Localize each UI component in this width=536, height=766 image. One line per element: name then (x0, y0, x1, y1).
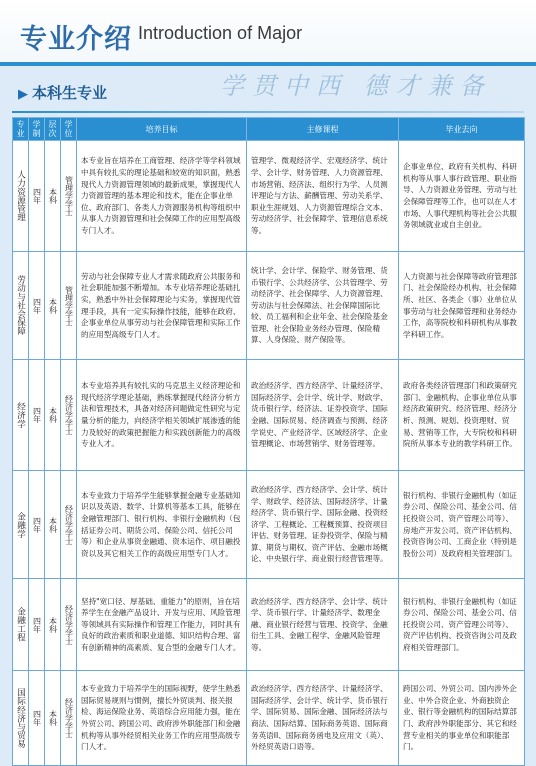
training-goal: 本专业旨在培养在工商管理、经济学等学科领域中具有较扎实的理论基础和较宽的知识面，熟悉现代人力资源管理领域的最新成果，掌握现代人力资源管理的基本理论和技术，能在企事业单位、政府部门、各类人力资源服务机构等组织中从事人力资源管理和社会保障工作的应用型高级专门人才。 (77, 141, 247, 252)
table-row (13, 579, 525, 671)
majors-table (12, 117, 525, 766)
major-name: 人力资源管理 (13, 141, 29, 252)
table-row (13, 671, 525, 766)
page-title-english: Introduction of Major (138, 23, 303, 43)
degree: 经济学学士 (61, 671, 77, 766)
level: 本科 (45, 579, 61, 671)
training-goal: 本专业培养具有较扎实的马克思主义经济理论和现代经济学理论基础，熟练掌握现代经济分析方法和管理技术，具备对经济问题做定性研究与定量分析的能力，向经济学相关领域扩展渗透的能力及较好的政策把握能力和实践创新能力的高级专业人才。 (77, 360, 247, 471)
career-path: 跨国公司、外贸公司、国内涉外企业、中外合资企业、外商独资企业、银行等金融机构的国际结算部门、政府涉外职能部分、其它和经营专业相关的事业单位和职能部门。 (399, 671, 525, 766)
col-header-courses: 主修课程 (247, 118, 399, 141)
duration: 四年 (29, 671, 45, 766)
degree: 管理学学士 (61, 252, 77, 360)
section-title-text: 本科生专业 (32, 84, 108, 102)
duration: 四年 (29, 252, 45, 360)
col-header-career: 毕业去向 (399, 118, 525, 141)
page-title: 专业介绍 (20, 24, 132, 55)
main-courses: 统计学、会计学、保险学、财务管理、货币银行学、公共经济学、公共管理学、劳动经济学、社会保障学、人力资源管理、劳动法与社会保障法、社会保障国际比较、员工福利和企业年金、社会保险基金管理、社会保险业务经办管理、保险精算、人身保险、财产保险等。 (247, 252, 399, 360)
main-courses: 政治经济学、西方经济学、计量经济学、国际经济学、会计学、统计学、货币银行学、国际贸易、国际金融、国际经济法与商法、国际结算、国际商务英语、国际商务英语II、国际商务函电及应用文（英）、外经贸英语口语等。 (247, 671, 399, 766)
table-row (13, 471, 525, 579)
section-title (18, 82, 107, 103)
training-goal: 坚持"宽口径、厚基础、重能力"的原则，旨在培养学生在金融产品设计、开发与应用、风险管理等领域具有实际操作和管理工作能力，同时具有良好的政治素质和职业道德、知识结构合理、富有创新精神的高素质、复合型的金融专门人才。 (77, 579, 247, 671)
career-path: 人力资源与社会保障等政府管理部门、社会保险经办机构、社会保障所、社区、各类企（事）业单位从事劳动与社会保障管理和业务经办工作，高等院校和科研机构从事教学科研工作。 (399, 252, 525, 360)
col-header-duration: 学制 (29, 118, 45, 141)
main-courses: 政治经济学、西方经济学、会计学、统计学、财政学、经济法、国际经济学、计量经济学、货币银行学、国际金融、投资经济学、工程概论、工程概预算、投资项目评估、财务管理、证券投资学、保险与精算、期货与期权、资产评估、金融市场概论、中央银行学、商业银行经营管理等。 (247, 471, 399, 579)
duration: 四年 (29, 579, 45, 671)
table-row (13, 360, 525, 471)
career-path: 银行机构、非银行金融机构（如证券公司、保险公司、基金公司、信托投资公司、资产管理公司等）、资产评估机构、投资咨询公司及政府相关管理部门。 (399, 579, 525, 671)
main-courses: 管理学、微观经济学、宏观经济学、统计学、会计学、财务管理、人力资源管理、市场营销、经济法、组织行为学、人员测评理论与方法、薪酬管理、劳动关系学、职业生涯规划、人力资源管理综合文本、劳动经济学、社会保障学、管理信息系统等。 (247, 141, 399, 252)
level: 本科 (45, 252, 61, 360)
main-courses: 政治经济学、西方经济学、会计学、统计学、货币银行学、计量经济学、数理金融、商业银行经营与管理、投资学、金融衍生工具、金融工程学、金融风险管理等。 (247, 579, 399, 671)
career-path: 企事业单位、政府有关机构、科研机构等从事人事行政管理、职业指导、人力资源业务管理、劳动与社会保障管理等工作，也可以在人才市场、人事代理机构等社会公共服务领域就业或自主创业。 (399, 141, 525, 252)
career-path: 政府各类经济管理部门和政策研究部门、金融机构、企事业单位从事经济政策研究、经济管理、经济分析、预测、规划、投资理财、贸易、营销等工作，大专院校和科研院所从事本专业的教学科研工作。 (399, 360, 525, 471)
training-goal: 本专业致力于培养学生的国际视野，使学生熟悉国际贸易规则与惯例，擅长外贸谈判、报关报检、海运保险业务、英语综合应用能力强，能在外贸公司、跨国公司、政府涉外职能部门和金融机构等从事外经贸相关业务工作的应用型高级专门人才。 (77, 671, 247, 766)
section-divider (12, 111, 524, 113)
degree: 经济学学士 (61, 471, 77, 579)
training-goal: 劳动与社会保障专业人才需求随政府公共服务和社会职能加强不断增加。本专业培养理论基础扎实，熟悉中外社会保障理论与实务，掌握现代管理手段，具有一定实际操作技能，能够在政府、企事业单位从事劳动与社会保障管理和实际工作的应用型高级专门人才。 (77, 252, 247, 360)
duration: 四年 (29, 141, 45, 252)
level: 本科 (45, 141, 61, 252)
table-row (13, 141, 525, 252)
motto: 学贯中西 德才兼备 (220, 72, 492, 100)
table-row (13, 252, 525, 360)
col-header-degree: 学位 (61, 118, 77, 141)
duration: 四年 (29, 360, 45, 471)
degree: 经济学学士 (61, 360, 77, 471)
col-header-goal: 培养目标 (77, 118, 247, 141)
duration: 四年 (29, 471, 45, 579)
major-name: 劳动与社会保障 (13, 252, 29, 360)
training-goal: 本专业致力于培养学生能够掌握金融专业基础知识以及英语、数学、计算机等基本工具，能够在金融管理部门、银行机构、非银行金融机构（包括证券公司、期货公司、保险公司、信托公司等）和企业从事资金融通、资本运作、项目融投资以及其它相关工作的高级应用型专门人才。 (77, 471, 247, 579)
degree: 管理学学士 (61, 141, 77, 252)
level: 本科 (45, 360, 61, 471)
major-name: 国际经济与贸易 (13, 671, 29, 766)
main-courses: 政治经济学、西方经济学、计量经济学、国际经济学、会计学、统计学、财政学、货币银行学、经济法、证券投资学、国际金融、国际贸易、经济调查与预测、经济学说史、产业经济学、区域经济学、企业管理概论、市场营销学、财务管理等。 (247, 360, 399, 471)
triangle-bullet-icon: ▶ (18, 87, 28, 102)
col-header-level: 层次 (45, 118, 61, 141)
major-name: 金融工程 (13, 579, 29, 671)
level: 本科 (45, 471, 61, 579)
major-name: 经济学 (13, 360, 29, 471)
table-header-row (13, 118, 525, 141)
page-header (0, 0, 536, 66)
career-path: 银行机构、非银行金融机构（如证券公司、保险公司、基金公司、信托投资公司、资产管理公司等）、房地产开发公司、资产评估机构、投资咨询公司、工商企业（特别是股份公司）及政府相关管理部门。 (399, 471, 525, 579)
level: 本科 (45, 671, 61, 766)
col-header-major: 专业 (13, 118, 29, 141)
major-name: 金融学 (13, 471, 29, 579)
degree: 经济学学士 (61, 579, 77, 671)
